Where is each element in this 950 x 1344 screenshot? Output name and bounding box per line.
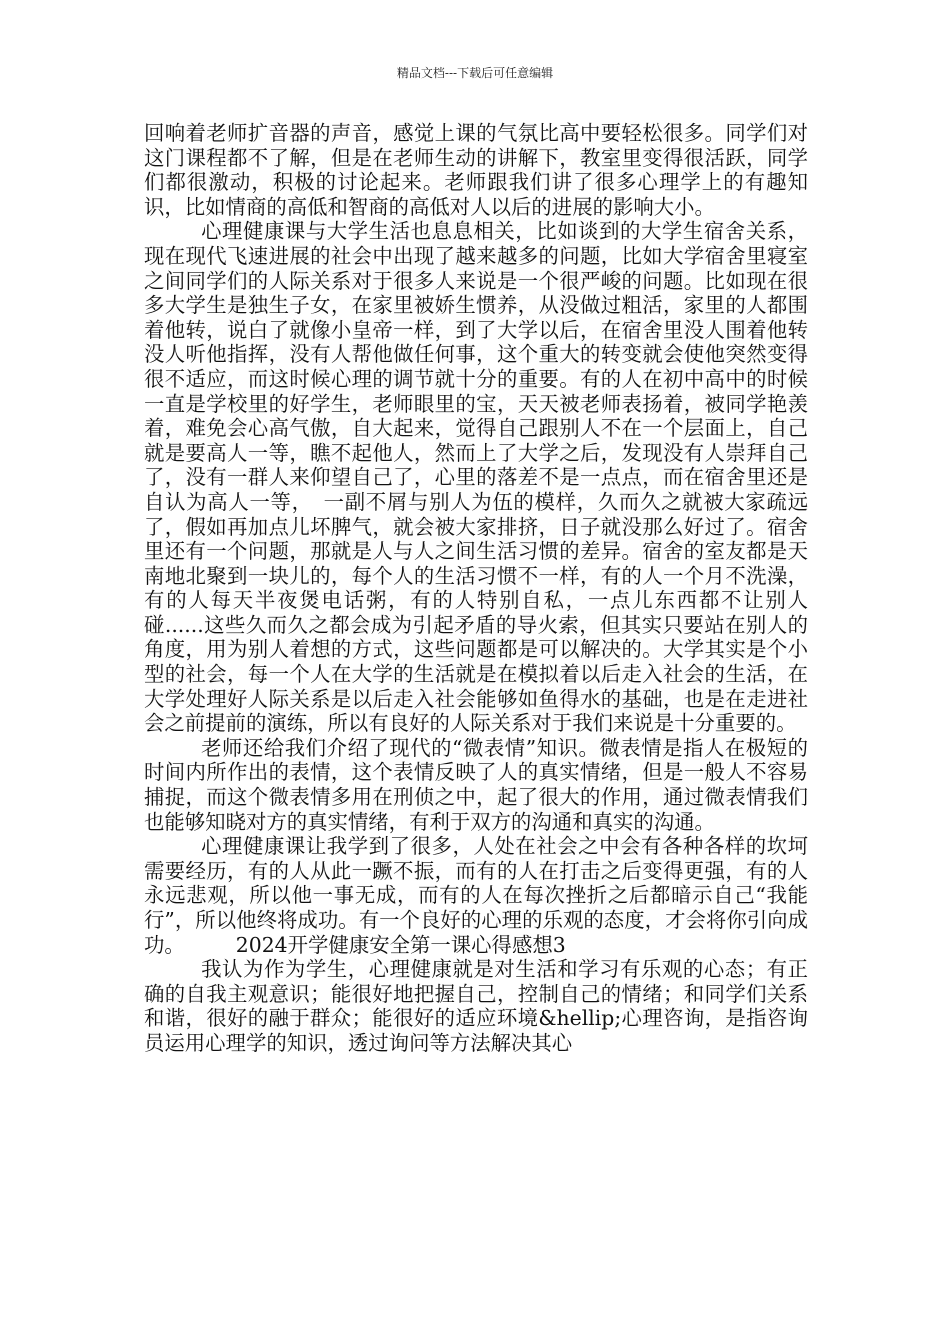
paragraph-dormitory: 心理健康课与大学生活也息息相关，比如谈到的大学生宿舍关系，现在现代飞速进展的社会中出现了越来越多的问题，比如大学宿舍里寝室之间同学们的人际关系对于很多人来说是一个很严峻的问题。比如现在很多大学生是独生子女，在家里被娇生惯养，从没做过粗活，家里的人都围着他转，说白了就像小皇帝一样，到了大学以后，在宿舍里没人围着他转没人听他指挥，没有人帮他做任何事，这个重大的转变就会使他突然变得很不适应，而这时候心理的调节就十分的重要。有的人在初中高中的时候一直是学校里的好学生，老师眼里的宝，天天被老师表扬着，被同学艳羡着，难免会心高气傲，自大起来，觉得自己跟别人不在一个层面上，自己就是要高人一等，瞧不起他人，然而上了大学之后，发现没有人崇拜自己了，没有一群人来仰望自己了，心里的落差不是一点点，而在宿舍里还是自认为高人一等， 一副不屑与别人为伍的模样，久而久之就被大家疏远了，假如再加点儿坏脾气，就会被大家排挤，日子就没那么好过了。宿舍里还有一个问题，那就是人与人之间生活习惯的差异。宿舍的室友都是天南地北聚到一块儿的，每个人的生活习惯不一样，有的人一个月不洗澡，有的人每天半夜煲电话粥，有的人特别自私，一点儿东西都不让别人碰......这些久而久之都会成为引起矛盾的导火索，但其实只要站在别人的角度，用为别人着想的方式，这些问题都是可以解决的。大学其实是个小型的社会，每一个人在大学的生活就是在模拟着以后走入社会的生活，在大学处理好人际关系是以后走入社会能够如鱼得水的基础，也是在走进社会之前提前的演练，所以有良好的人际关系对于我们来说是十分重要的。	[144, 219, 808, 736]
paragraph-continued: 回响着老师扩音器的声音，感觉上课的气氛比高中要轻松很多。同学们对这门课程都不了解，但是在老师生动的讲解下，教室里变得很活跃，同学们都很激动，积极的讨论起来。老师跟我们讲了很多心理学上的有趣知识，比如情商的高低和智商的高低对人以后的进展的影响大小。	[144, 121, 808, 219]
paragraph-student-view: 我认为作为学生，心理健康就是对生活和学习有乐观的心态；有正确的自我主观意识；能很好地把握自己，控制自己的情绪；和同学们关系和谐，很好的融于群众；能很好的适应环境&hellip;心理咨询，是指咨询员运用心理学的知识，透过询问等方法解决其心	[144, 957, 808, 1055]
page-header: 精品文档---下载后可任意编辑	[396, 66, 554, 80]
document-body	[144, 121, 808, 1056]
paragraph-conclusion: 心理健康课让我学到了很多，人处在社会之中会有各种各样的坎坷需要经历，有的人从此一蹶不振，而有的人在打击之后变得更强，有的人永远悲观，所以他一事无成，而有的人在每次挫折之后都暗示自己“我能行”，所以他终将成功。有一个良好的心理的乐观的态度，才会将你引向成功。 2024开学健康安全第一课心得感想3	[144, 834, 808, 957]
paragraph-micro-expression: 老师还给我们介绍了现代的“微表情”知识。微表情是指人在极短的时间内所作出的表情，这个表情反映了人的真实情绪，但是一般人不容易捕捉，而这个微表情多用在刑侦之中，起了很大的作用，通过微表情我们也能够知晓对方的真实情绪，有利于双方的沟通和真实的沟通。	[144, 735, 808, 834]
